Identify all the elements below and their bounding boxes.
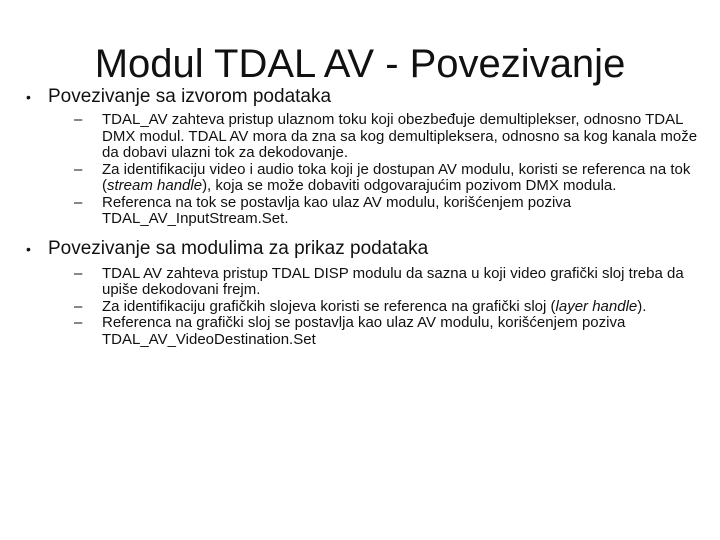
- sub-item-text: Referenca na tok se postavlja kao ulaz AV modulu, korišćenjem poziva TDAL_AV_InputStream.Set.: [102, 193, 572, 227]
- sub-list: [74, 112, 702, 228]
- sub-item-term: stream handle: [107, 177, 203, 194]
- sub-item-text: Referenca na grafički sloj se postavlja kao ulaz AV modulu, korišćenjem poziva TDAL_AV_VideoDestination.Set: [102, 314, 626, 348]
- slide-title: Modul TDAL AV - Povezivanje: [94, 42, 626, 86]
- dash-icon: –: [74, 160, 83, 178]
- sub-item: [74, 162, 702, 195]
- section-data-source: [26, 86, 702, 228]
- dash-icon: –: [74, 264, 83, 282]
- sub-item-text: [102, 299, 702, 316]
- sub-list: [74, 266, 702, 349]
- sub-item-text: TDAL AV zahteva pristup TDAL DISP modulu da sazna u koji video grafički sloj treba da upiše dekodovani frejm.: [102, 264, 684, 298]
- dash-icon: –: [74, 314, 83, 331]
- sub-item: [74, 299, 702, 316]
- bullet-dot-icon: •: [26, 89, 31, 105]
- sub-item-text-start: Za identifikaciju video i audio toka koji je dostupan AV modulu, koristi se referenca na tok (: [102, 160, 691, 194]
- bullet-item: [26, 238, 702, 260]
- sub-item: [74, 315, 702, 348]
- sub-item-term: layer handle: [555, 297, 638, 315]
- sub-item-text-end: ), koja se može dobaviti odgovarajućim pozivom DMX modula.: [202, 177, 617, 194]
- sub-item-text-start: Za identifikaciju grafičkih slojeva koristi se referenca na grafički sloj (: [102, 297, 556, 315]
- sub-item-text: TDAL_AV zahteva pristup ulaznom toku koji obezbeđuje demultiplekser, odnosno TDAL DMX modul. TDAL AV mora da zna sa kog demultipleksera, odnosno sa kog kanala može da dobavi ulazni tok za dekodovanje.: [102, 111, 698, 161]
- slide-content: [26, 86, 702, 348]
- sub-item: [74, 195, 702, 228]
- dash-icon: –: [74, 297, 83, 315]
- bullet-heading: Povezivanje sa modulima za prikaz podataka: [48, 237, 429, 259]
- section-display-modules: [26, 238, 702, 349]
- bullet-heading: Povezivanje sa izvorom podataka: [48, 86, 332, 107]
- sub-item: [74, 266, 702, 299]
- sub-item-text-end: ).: [637, 297, 647, 315]
- sub-item-text: [102, 162, 702, 195]
- dash-icon: –: [74, 193, 83, 211]
- bullet-dot-icon: •: [26, 240, 31, 257]
- bullet-item: [26, 86, 702, 108]
- sub-item: [74, 112, 702, 162]
- dash-icon: –: [74, 111, 83, 128]
